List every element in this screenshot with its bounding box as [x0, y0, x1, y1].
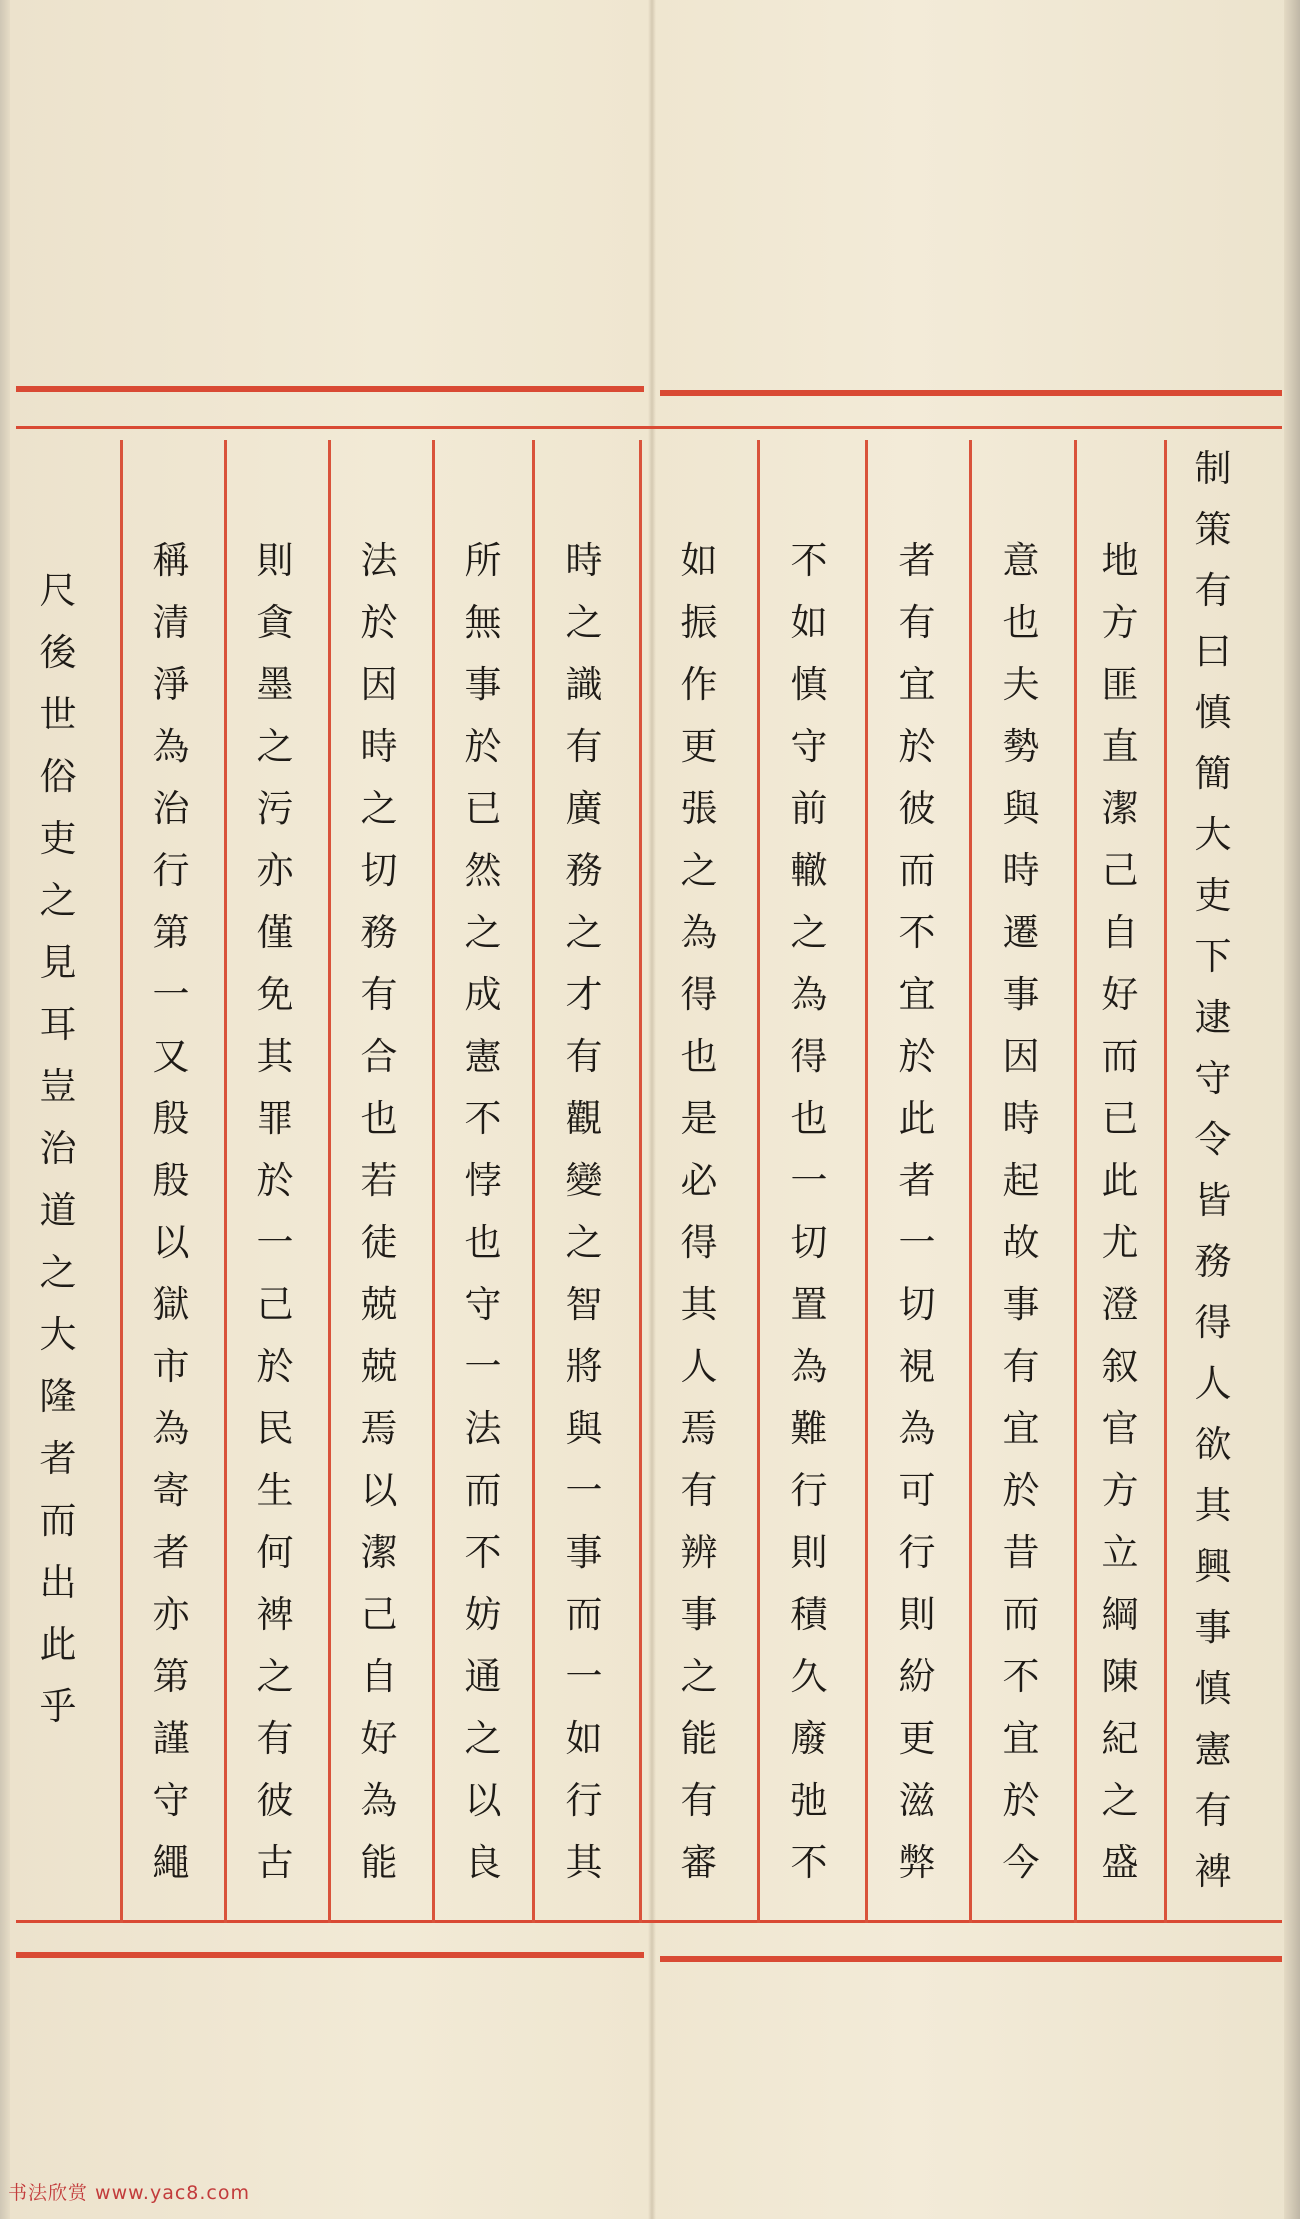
glyph: 昔	[1002, 1531, 1040, 1574]
glyph: 也	[680, 1035, 718, 1078]
glyph: 得	[790, 1035, 828, 1078]
glyph: 匪	[1101, 663, 1139, 706]
glyph: 道	[39, 1189, 77, 1232]
glyph: 潔	[1101, 787, 1139, 830]
text-column-10	[242, 530, 308, 2020]
glyph: 以	[464, 1779, 502, 1822]
glyph: 則	[898, 1593, 936, 1636]
glyph: 意	[1002, 539, 1040, 582]
glyph: 務	[565, 849, 603, 892]
glyph: 彼	[898, 787, 936, 830]
glyph: 於	[898, 725, 936, 768]
glyph: 事	[1002, 1283, 1040, 1326]
glyph: 然	[464, 849, 502, 892]
glyph: 人	[1194, 1362, 1232, 1405]
glyph: 之	[565, 601, 603, 644]
glyph: 廢	[790, 1717, 828, 1760]
glyph: 吏	[39, 817, 77, 860]
glyph: 貪	[256, 601, 294, 644]
glyph: 兢	[360, 1345, 398, 1388]
glyph: 出	[39, 1561, 77, 1604]
glyph: 憲	[1194, 1728, 1232, 1771]
glyph: 為	[152, 1407, 190, 1450]
center-fold	[648, 0, 656, 2219]
glyph: 制	[1194, 447, 1232, 490]
glyph: 也	[790, 1097, 828, 1140]
glyph: 慎	[1194, 1667, 1232, 1710]
glyph: 稱	[152, 539, 190, 582]
glyph: 第	[152, 911, 190, 954]
text-column-2	[1087, 530, 1153, 2020]
glyph: 焉	[360, 1407, 398, 1450]
glyph: 一	[152, 973, 190, 1016]
glyph: 法	[464, 1407, 502, 1450]
glyph: 尤	[1101, 1221, 1139, 1264]
glyph: 切	[360, 849, 398, 892]
glyph: 而	[1101, 1035, 1139, 1078]
glyph: 夫	[1002, 663, 1040, 706]
glyph: 之	[1101, 1779, 1139, 1822]
glyph: 通	[464, 1655, 502, 1698]
text-column-7	[551, 530, 617, 2020]
glyph: 起	[1002, 1159, 1040, 1202]
glyph: 此	[1101, 1159, 1139, 1202]
glyph: 有	[1194, 1789, 1232, 1832]
glyph: 僅	[256, 911, 294, 954]
glyph: 裨	[256, 1593, 294, 1636]
glyph: 於	[360, 601, 398, 644]
glyph: 故	[1002, 1221, 1040, 1264]
glyph: 為	[360, 1779, 398, 1822]
glyph: 見	[39, 941, 77, 984]
glyph: 審	[680, 1841, 718, 1884]
glyph: 張	[680, 787, 718, 830]
glyph: 繩	[152, 1841, 190, 1884]
glyph: 簡	[1194, 752, 1232, 795]
page-left-edge	[0, 0, 10, 2219]
text-column-11	[138, 530, 204, 2020]
glyph: 罪	[256, 1097, 294, 1140]
glyph: 有	[1194, 569, 1232, 612]
glyph: 得	[680, 973, 718, 1016]
glyph: 視	[898, 1345, 936, 1388]
glyph: 耳	[39, 1003, 77, 1046]
glyph: 曰	[1194, 630, 1232, 673]
glyph: 生	[256, 1469, 294, 1512]
glyph: 變	[565, 1159, 603, 1202]
top-rule-inner	[16, 426, 1282, 429]
glyph: 一	[256, 1221, 294, 1264]
glyph: 之	[565, 1221, 603, 1264]
glyph: 亦	[256, 849, 294, 892]
column-divider	[757, 440, 760, 1923]
glyph: 不	[1002, 1655, 1040, 1698]
glyph: 難	[790, 1407, 828, 1450]
glyph: 第	[152, 1655, 190, 1698]
glyph: 逮	[1194, 996, 1232, 1039]
glyph: 則	[256, 539, 294, 582]
bottom-rule-outer-right	[660, 1956, 1282, 1962]
column-divider	[120, 440, 123, 1923]
glyph: 者	[152, 1531, 190, 1574]
bottom-rule-outer-left	[16, 1952, 644, 1958]
glyph: 而	[39, 1499, 77, 1542]
glyph: 為	[152, 725, 190, 768]
glyph: 其	[1194, 1484, 1232, 1527]
glyph: 於	[256, 1159, 294, 1202]
glyph: 智	[565, 1283, 603, 1326]
glyph: 宜	[1002, 1717, 1040, 1760]
glyph: 遷	[1002, 911, 1040, 954]
glyph: 好	[1101, 973, 1139, 1016]
glyph: 俗	[39, 755, 77, 798]
glyph: 徒	[360, 1221, 398, 1264]
column-divider	[969, 440, 972, 1923]
column-divider	[532, 440, 535, 1923]
glyph: 守	[464, 1283, 502, 1326]
glyph: 好	[360, 1717, 398, 1760]
glyph: 宜	[1002, 1407, 1040, 1450]
glyph: 將	[565, 1345, 603, 1388]
text-column-6	[666, 530, 732, 2020]
glyph: 之	[680, 849, 718, 892]
glyph: 於	[256, 1345, 294, 1388]
glyph: 何	[256, 1531, 294, 1574]
glyph: 一	[565, 1655, 603, 1698]
column-divider	[1074, 440, 1077, 1923]
glyph: 廣	[565, 787, 603, 830]
glyph: 因	[360, 663, 398, 706]
glyph: 之	[39, 1251, 77, 1294]
glyph: 弛	[790, 1779, 828, 1822]
glyph: 一	[790, 1159, 828, 1202]
glyph: 與	[565, 1407, 603, 1450]
glyph: 良	[464, 1841, 502, 1884]
glyph: 為	[680, 911, 718, 954]
page-right-edge	[1284, 0, 1300, 2219]
glyph: 以	[152, 1221, 190, 1264]
watermark: 书法欣赏 www.yac8.com	[8, 2182, 250, 2204]
glyph: 如	[790, 601, 828, 644]
glyph: 不	[790, 1841, 828, 1884]
glyph: 因	[1002, 1035, 1040, 1078]
glyph: 弊	[898, 1841, 936, 1884]
glyph: 而	[464, 1469, 502, 1512]
glyph: 行	[565, 1779, 603, 1822]
glyph: 悖	[464, 1159, 502, 1202]
glyph: 久	[790, 1655, 828, 1698]
glyph: 守	[1194, 1057, 1232, 1100]
glyph: 己	[360, 1593, 398, 1636]
column-divider	[865, 440, 868, 1923]
glyph: 時	[360, 725, 398, 768]
glyph: 切	[790, 1221, 828, 1264]
glyph: 無	[464, 601, 502, 644]
glyph: 積	[790, 1593, 828, 1636]
glyph: 其	[256, 1035, 294, 1078]
glyph: 以	[360, 1469, 398, 1512]
glyph: 殷	[152, 1097, 190, 1140]
glyph: 妨	[464, 1593, 502, 1636]
glyph: 下	[1194, 935, 1232, 978]
glyph: 乎	[39, 1685, 77, 1728]
glyph: 不	[464, 1531, 502, 1574]
glyph: 人	[680, 1345, 718, 1388]
glyph: 而	[1002, 1593, 1040, 1636]
glyph: 事	[565, 1531, 603, 1574]
glyph: 不	[898, 911, 936, 954]
glyph: 觀	[565, 1097, 603, 1140]
glyph: 綱	[1101, 1593, 1139, 1636]
glyph: 轍	[790, 849, 828, 892]
text-column-4	[884, 530, 950, 2020]
glyph: 守	[790, 725, 828, 768]
glyph: 事	[1002, 973, 1040, 1016]
glyph: 識	[565, 663, 603, 706]
glyph: 也	[360, 1097, 398, 1140]
glyph: 之	[464, 1717, 502, 1760]
glyph: 潔	[360, 1531, 398, 1574]
glyph: 已	[464, 787, 502, 830]
glyph: 不	[464, 1097, 502, 1140]
glyph: 慎	[790, 663, 828, 706]
glyph: 能	[360, 1841, 398, 1884]
glyph: 自	[360, 1655, 398, 1698]
glyph: 有	[680, 1469, 718, 1512]
glyph: 憲	[464, 1035, 502, 1078]
glyph: 尺	[39, 569, 77, 612]
glyph: 之	[256, 1655, 294, 1698]
glyph: 古	[256, 1841, 294, 1884]
glyph: 彼	[256, 1779, 294, 1822]
glyph: 若	[360, 1159, 398, 1202]
glyph: 亦	[152, 1593, 190, 1636]
glyph: 可	[898, 1469, 936, 1512]
glyph: 其	[565, 1841, 603, 1884]
glyph: 成	[464, 973, 502, 1016]
glyph: 於	[464, 725, 502, 768]
glyph: 又	[152, 1035, 190, 1078]
text-column-9	[346, 530, 412, 2020]
glyph: 已	[1101, 1097, 1139, 1140]
glyph: 慎	[1194, 691, 1232, 734]
glyph: 守	[152, 1779, 190, 1822]
glyph: 而	[565, 1593, 603, 1636]
glyph: 事	[680, 1593, 718, 1636]
glyph: 作	[680, 663, 718, 706]
glyph: 吏	[1194, 874, 1232, 917]
glyph: 與	[1002, 787, 1040, 830]
glyph: 如	[565, 1717, 603, 1760]
glyph: 令	[1194, 1118, 1232, 1161]
glyph: 民	[256, 1407, 294, 1450]
glyph: 為	[790, 973, 828, 1016]
column-divider	[328, 440, 331, 1923]
glyph: 於	[1002, 1779, 1040, 1822]
glyph: 時	[1002, 849, 1040, 892]
glyph: 官	[1101, 1407, 1139, 1450]
glyph: 有	[565, 1035, 603, 1078]
glyph: 有	[1002, 1345, 1040, 1388]
glyph: 盛	[1101, 1841, 1139, 1884]
glyph: 宜	[898, 973, 936, 1016]
glyph: 殷	[152, 1159, 190, 1202]
glyph: 有	[565, 725, 603, 768]
glyph: 所	[464, 539, 502, 582]
glyph: 務	[360, 911, 398, 954]
glyph: 時	[565, 539, 603, 582]
glyph: 己	[1101, 849, 1139, 892]
glyph: 事	[1194, 1606, 1232, 1649]
glyph: 更	[680, 725, 718, 768]
glyph: 得	[680, 1221, 718, 1264]
glyph: 後	[39, 631, 77, 674]
glyph: 者	[898, 1159, 936, 1202]
glyph: 於	[898, 1035, 936, 1078]
glyph: 隆	[39, 1375, 77, 1418]
column-divider	[224, 440, 227, 1923]
text-column-5	[776, 530, 842, 2020]
glyph: 一	[898, 1221, 936, 1264]
glyph: 有	[360, 973, 398, 1016]
glyph: 之	[464, 911, 502, 954]
glyph: 今	[1002, 1841, 1040, 1884]
glyph: 澄	[1101, 1283, 1139, 1326]
glyph: 也	[464, 1221, 502, 1264]
glyph: 也	[1002, 601, 1040, 644]
glyph: 法	[360, 539, 398, 582]
glyph: 陳	[1101, 1655, 1139, 1698]
text-column-1	[1180, 438, 1246, 1928]
text-column-8	[450, 530, 516, 2020]
glyph: 而	[898, 849, 936, 892]
glyph: 者	[898, 539, 936, 582]
glyph: 己	[256, 1283, 294, 1326]
glyph: 一	[464, 1345, 502, 1388]
glyph: 切	[898, 1283, 936, 1326]
glyph: 紀	[1101, 1717, 1139, 1760]
glyph: 之	[39, 879, 77, 922]
glyph: 寄	[152, 1469, 190, 1512]
top-rule-outer-right	[660, 390, 1282, 396]
column-divider	[639, 440, 642, 1923]
glyph: 清	[152, 601, 190, 644]
glyph: 之	[565, 911, 603, 954]
glyph: 置	[790, 1283, 828, 1326]
glyph: 謹	[152, 1717, 190, 1760]
glyph: 獄	[152, 1283, 190, 1326]
glyph: 治	[39, 1127, 77, 1170]
glyph: 皆	[1194, 1179, 1232, 1222]
column-divider	[1164, 440, 1167, 1923]
glyph: 才	[565, 973, 603, 1016]
glyph: 市	[152, 1345, 190, 1388]
glyph: 大	[39, 1313, 77, 1356]
column-divider	[432, 440, 435, 1923]
glyph: 勢	[1002, 725, 1040, 768]
glyph: 行	[790, 1469, 828, 1512]
glyph: 裨	[1194, 1850, 1232, 1893]
glyph: 振	[680, 601, 718, 644]
glyph: 行	[152, 849, 190, 892]
glyph: 紛	[898, 1655, 936, 1698]
glyph: 此	[39, 1623, 77, 1666]
glyph: 宜	[898, 663, 936, 706]
glyph: 為	[790, 1345, 828, 1388]
glyph: 於	[1002, 1469, 1040, 1512]
glyph: 滋	[898, 1779, 936, 1822]
glyph: 時	[1002, 1097, 1040, 1140]
glyph: 兢	[360, 1283, 398, 1326]
glyph: 治	[152, 787, 190, 830]
glyph: 之	[360, 787, 398, 830]
glyph: 之	[790, 911, 828, 954]
glyph: 淨	[152, 663, 190, 706]
glyph: 如	[680, 539, 718, 582]
glyph: 免	[256, 973, 294, 1016]
glyph: 污	[256, 787, 294, 830]
glyph: 自	[1101, 911, 1139, 954]
glyph: 為	[898, 1407, 936, 1450]
top-rule-outer-left	[16, 386, 644, 392]
glyph: 有	[898, 601, 936, 644]
glyph: 之	[680, 1655, 718, 1698]
glyph: 之	[256, 725, 294, 768]
glyph: 地	[1101, 539, 1139, 582]
glyph: 興	[1194, 1545, 1232, 1588]
glyph: 辨	[680, 1531, 718, 1574]
text-column-12	[25, 560, 91, 2050]
glyph: 叙	[1101, 1345, 1139, 1388]
glyph: 行	[898, 1531, 936, 1574]
glyph: 前	[790, 787, 828, 830]
glyph: 是	[680, 1097, 718, 1140]
glyph: 策	[1194, 508, 1232, 551]
glyph: 焉	[680, 1407, 718, 1450]
glyph: 則	[790, 1531, 828, 1574]
glyph: 有	[256, 1717, 294, 1760]
glyph: 世	[39, 693, 77, 736]
glyph: 事	[464, 663, 502, 706]
glyph: 此	[898, 1097, 936, 1140]
glyph: 大	[1194, 813, 1232, 856]
glyph: 方	[1101, 1469, 1139, 1512]
glyph: 不	[790, 539, 828, 582]
glyph: 必	[680, 1159, 718, 1202]
glyph: 直	[1101, 725, 1139, 768]
glyph: 有	[680, 1779, 718, 1822]
glyph: 其	[680, 1283, 718, 1326]
glyph: 務	[1194, 1240, 1232, 1283]
glyph: 一	[565, 1469, 603, 1512]
glyph: 墨	[256, 663, 294, 706]
glyph: 豈	[39, 1065, 77, 1108]
glyph: 立	[1101, 1531, 1139, 1574]
glyph: 能	[680, 1717, 718, 1760]
glyph: 者	[39, 1437, 77, 1480]
glyph: 合	[360, 1035, 398, 1078]
glyph: 更	[898, 1717, 936, 1760]
glyph: 得	[1194, 1301, 1232, 1344]
glyph: 欲	[1194, 1423, 1232, 1466]
glyph: 方	[1101, 601, 1139, 644]
text-column-3	[988, 530, 1054, 2020]
